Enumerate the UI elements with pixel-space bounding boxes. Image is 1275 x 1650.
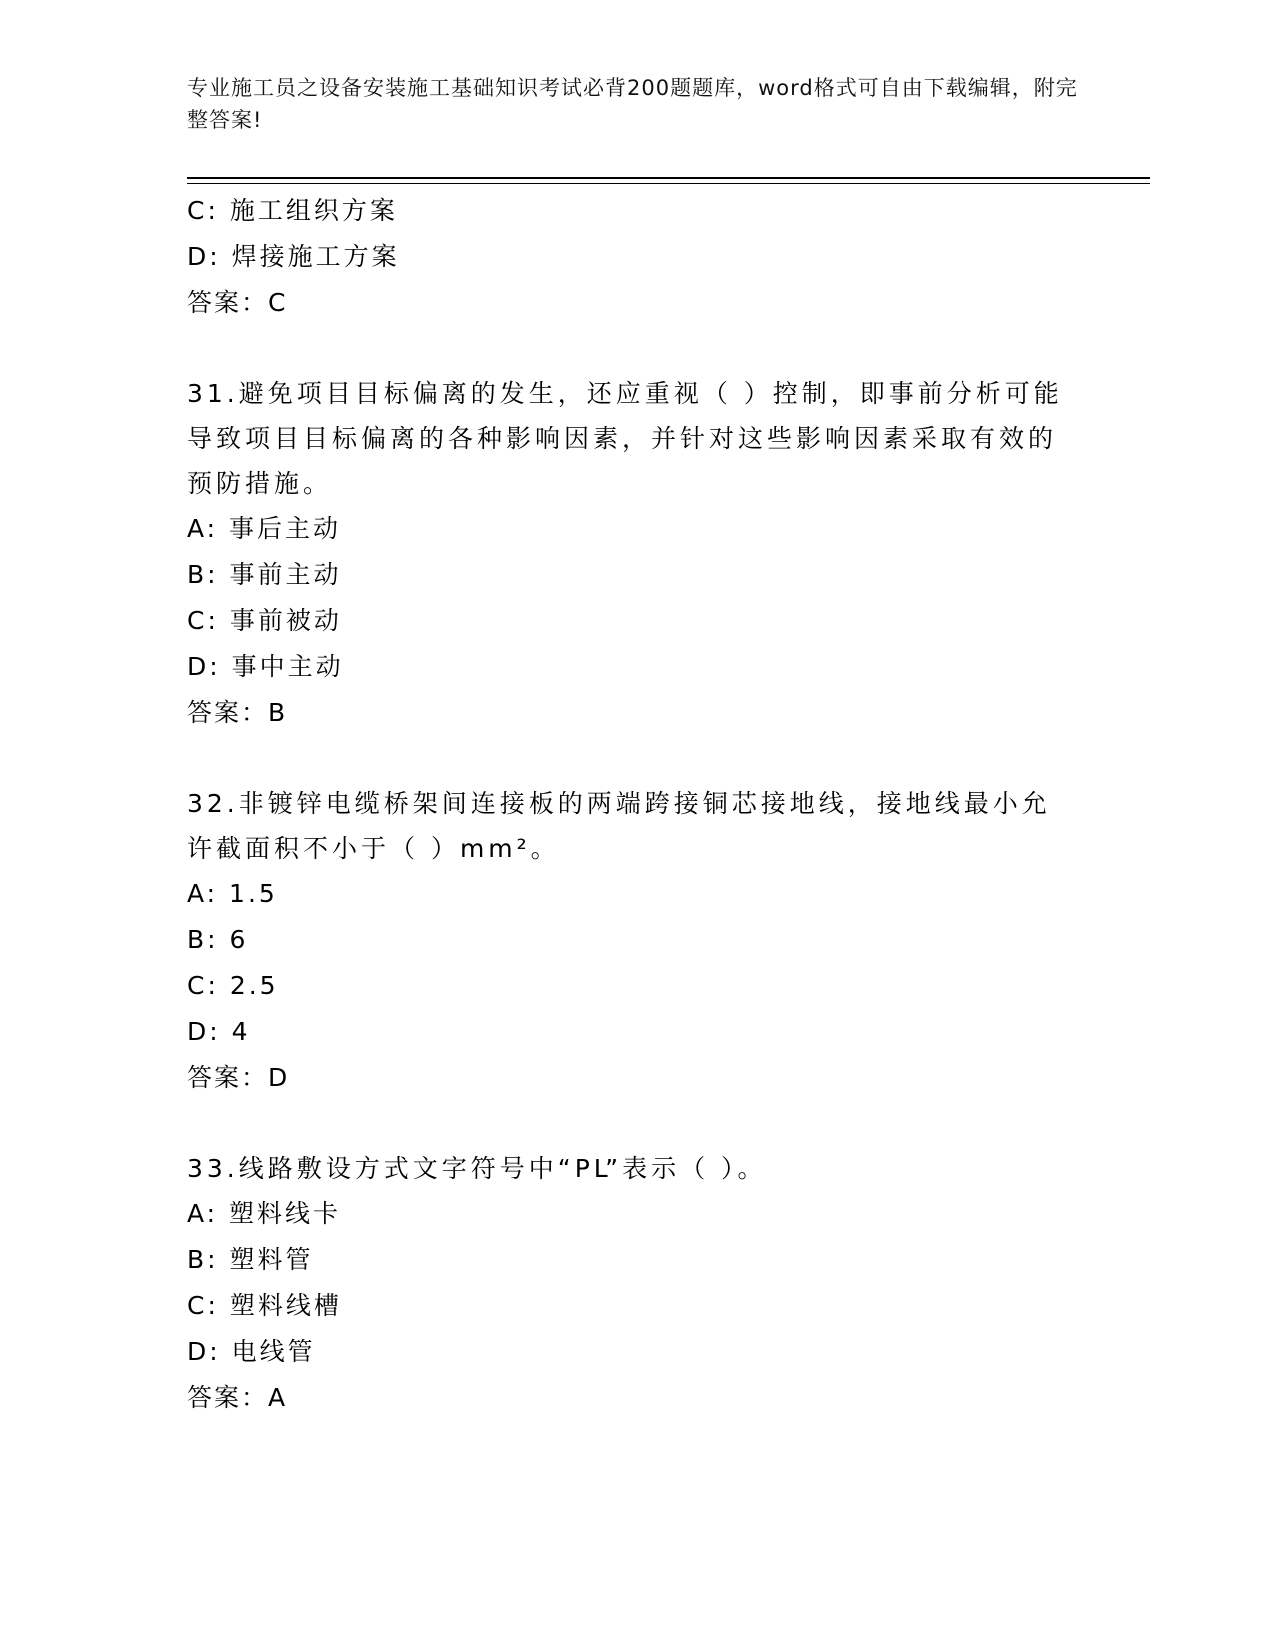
question-block-32 xyxy=(187,781,1087,1101)
question-text: 32.非镀锌电缆桥架间连接板的两端跨接铜芯接地线，接地线最小允许截面积不小于（ ）mm²。 xyxy=(187,789,1051,863)
question-block-31 xyxy=(187,371,1087,736)
question-list xyxy=(187,188,1087,1421)
spacer xyxy=(187,326,1087,371)
option-a: A: 事后主动 xyxy=(187,514,342,543)
option-c: C: 塑料线槽 xyxy=(187,1291,342,1320)
answer-line: 答案：A xyxy=(187,1383,288,1412)
option-a: A: 塑料线卡 xyxy=(187,1199,342,1228)
option-d: D: 4 xyxy=(187,1017,251,1046)
spacer xyxy=(187,736,1087,781)
option-b: B: 6 xyxy=(187,925,249,954)
header-divider-thin xyxy=(187,183,1150,184)
answer-line: 答案：C xyxy=(187,288,288,317)
spacer xyxy=(187,1101,1087,1146)
question-block-33 xyxy=(187,1146,1087,1421)
question-block-prev xyxy=(187,188,1087,326)
option-d: D: 事中主动 xyxy=(187,652,344,681)
option-a: A: 1.5 xyxy=(187,879,278,908)
option-b: B: 塑料管 xyxy=(187,1245,314,1274)
option-c: C: 施工组织方案 xyxy=(187,196,398,225)
question-text: 33.线路敷设方式文字符号中“PL”表示（ ）。 xyxy=(187,1154,767,1183)
option-c: C: 2.5 xyxy=(187,971,279,1000)
option-d: D: 焊接施工方案 xyxy=(187,242,400,271)
answer-line: 答案：B xyxy=(187,698,288,727)
header-divider-thick xyxy=(187,177,1150,179)
option-d: D: 电线管 xyxy=(187,1337,316,1366)
document-header: 专业施工员之设备安装施工基础知识考试必背200题题库，word格式可自由下载编辑，附完整答案! xyxy=(187,76,1078,132)
question-text: 31.避免项目目标偏离的发生，还应重视（ ）控制，即事前分析可能导致项目目标偏离的各种影响因素，并针对这些影响因素采取有效的预防措施。 xyxy=(187,379,1063,498)
option-c: C: 事前被动 xyxy=(187,606,342,635)
answer-line: 答案：D xyxy=(187,1063,290,1092)
option-b: B: 事前主动 xyxy=(187,560,342,589)
